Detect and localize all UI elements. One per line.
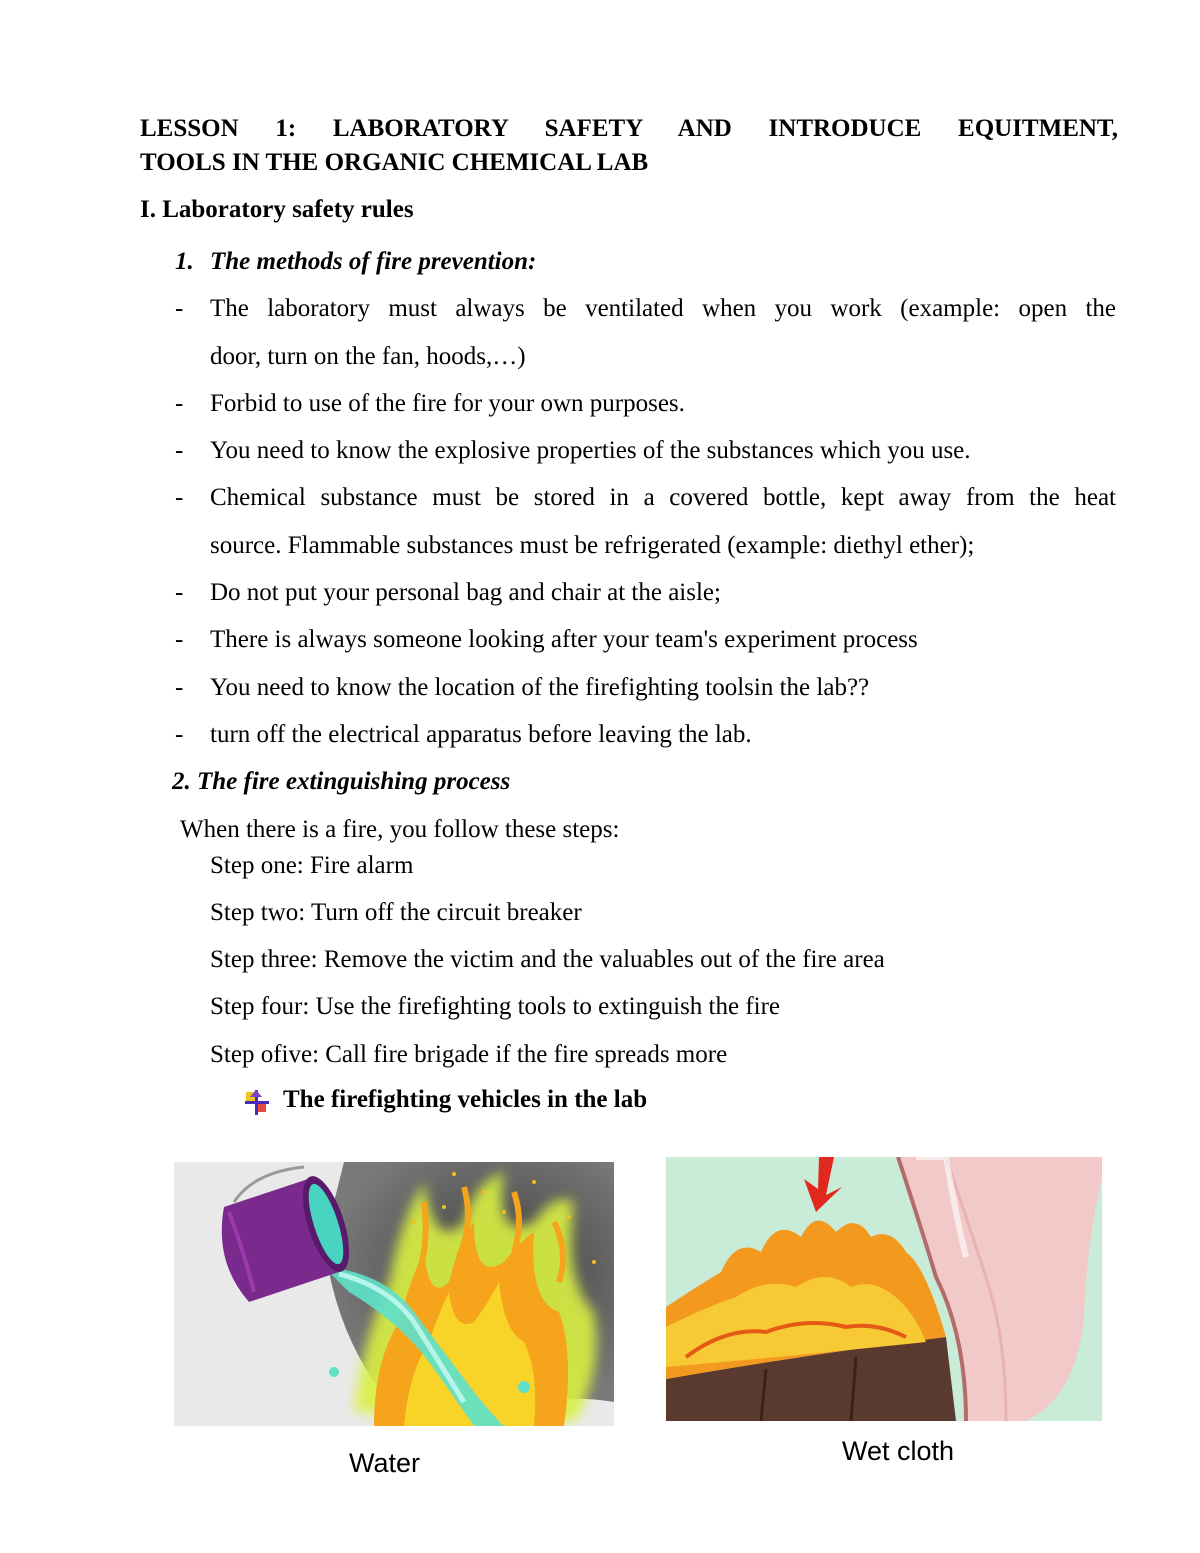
step-line: Step ofive: Call fire brigade if the fire spreads more [210,1041,728,1068]
lesson-title-line-2: TOOLS IN THE ORGANIC CHEMICAL LAB [140,149,649,176]
figure-caption-water: Water [349,1448,421,1478]
rule-line: Do not put your personal bag and chair at the aisle; [210,579,721,606]
bullet-dash: - [175,390,184,417]
bullet-dash: - [175,674,184,701]
rule-line: You need to know the location of the firefighting toolsin the lab?? [210,674,870,701]
step-line: Step one: Fire alarm [210,852,414,879]
wet-cloth-on-fire-icon [666,1157,1102,1421]
step-line: Step two: Turn off the circuit breaker [210,899,582,926]
rule-line: source. Flammable substances must be refrigerated (example: diethyl ether); [210,532,975,559]
rule-line: turn off the electrical apparatus before leaving the lab. [210,721,752,748]
bullet-dash: - [175,437,184,464]
step-line: Step four: Use the firefighting tools to extinguish the fire [210,993,781,1020]
rule-line: Forbid to use of the fire for your own purposes. [210,390,685,417]
water-bucket-illustration [174,1162,614,1426]
subsection-heading-1: The methods of fire prevention: [210,248,537,275]
rule-line: The laboratory must always be ventilated when you work (example: open the [210,295,1116,322]
figure-caption-wet-cloth: Wet cloth [842,1436,955,1466]
rule-line: You need to know the explosive properties of the substances which you use. [210,437,971,464]
arrow-bullet-icon [244,1090,270,1116]
rule-line: There is always someone looking after your team's experiment process [210,626,918,653]
subsection-number-1: 1. [175,248,194,275]
bullet-dash: - [175,579,184,606]
figures-heading: The firefighting vehicles in the lab [283,1086,648,1113]
water-bucket-on-fire-icon [174,1162,614,1426]
subsection-heading-2: 2. The fire extinguishing process [172,768,511,795]
bullet-dash: - [175,484,184,511]
bullet-dash: - [175,626,184,653]
section-heading: I. Laboratory safety rules [140,196,414,223]
wet-cloth-illustration [666,1157,1102,1421]
rule-line: door, turn on the fan, hoods,…) [210,343,526,370]
step-line: Step three: Remove the victim and the valuables out of the fire area [210,946,885,973]
bullet-dash: - [175,295,184,322]
lesson-title-line-1: LESSON 1: LABORATORY SAFETY AND INTRODUCE EQUITMENT, [140,115,1118,142]
bullet-dash: - [175,721,184,748]
steps-intro: When there is a fire, you follow these steps: [180,816,620,843]
rule-line: Chemical substance must be stored in a covered bottle, kept away from the heat [210,484,1116,511]
